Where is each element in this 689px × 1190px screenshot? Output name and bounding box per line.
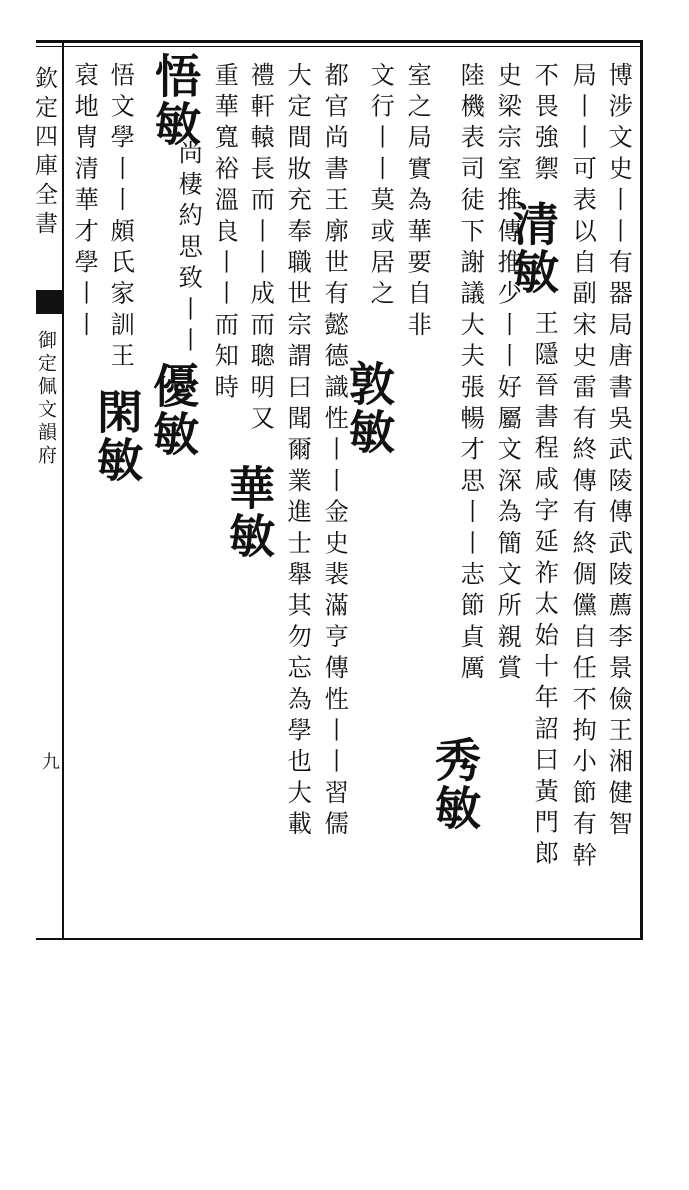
text-column-8: 都官尚書王廓世有懿德識性丨丨金史裴滿亨傳性丨丨習儒 <box>320 62 349 842</box>
text-column-4: 史梁宗室推傳推少丨丨好屬文深為簡文所親賞 <box>493 62 522 686</box>
folio-number: 九 <box>39 752 60 770</box>
text-column-3b: 王隱晉書程咸字延祚太始十年詔曰黃門郎 <box>530 310 559 872</box>
top-border <box>36 40 642 43</box>
headword-qingmin: 清敏 <box>506 200 560 296</box>
headword-huamin: 華敏 <box>222 464 276 560</box>
text-column-1: 博涉文史丨丨有器局唐書吳武陵傳武陵薦李景儉王湘健智 <box>604 62 633 842</box>
headword-xiumin: 秀敏 <box>428 736 482 832</box>
text-column-10: 禮軒轅長而丨丨成而聰明又 <box>246 62 275 437</box>
headword-wumin: 悟敏 <box>148 52 202 148</box>
margin-divider <box>62 40 64 940</box>
fishtail-mark <box>36 290 62 314</box>
headword-xianmin: 閑敏 <box>90 388 144 484</box>
text-column-6: 室之局實為華要自非 <box>403 62 432 343</box>
series-title: 欽定四庫全書 <box>31 66 57 240</box>
text-column-7: 文行丨丨莫或居之 <box>366 62 395 312</box>
text-column-13: 悟文學丨丨頗氏家訓王 <box>106 62 135 374</box>
text-column-11: 重華寬裕溫良丨丨而知時 <box>210 62 239 406</box>
book-title: 御定佩文韻府 <box>35 330 57 468</box>
text-column-2: 局丨丨可表以自副宋史雷有終傳有終倜儻自任不拘小節有幹 <box>568 62 597 874</box>
right-border <box>640 40 643 940</box>
text-column-5: 陸機表司徒下謝議大夫張暢才思丨丨志節貞厲 <box>456 62 485 686</box>
headword-dunmin: 敦敏 <box>342 360 396 456</box>
text-column-12: 尚棲約思致丨丨 <box>174 140 203 359</box>
text-column-14: 裒地冑清華才學丨丨 <box>70 62 99 343</box>
text-column-3: 不畏強禦 <box>530 62 559 187</box>
top-border-inner <box>36 46 642 47</box>
text-column-9: 大定間妝充奉職世宗謂曰聞爾業進士舉其勿忘為學也大載 <box>283 62 312 842</box>
headword-youmin: 優敏 <box>146 362 200 458</box>
